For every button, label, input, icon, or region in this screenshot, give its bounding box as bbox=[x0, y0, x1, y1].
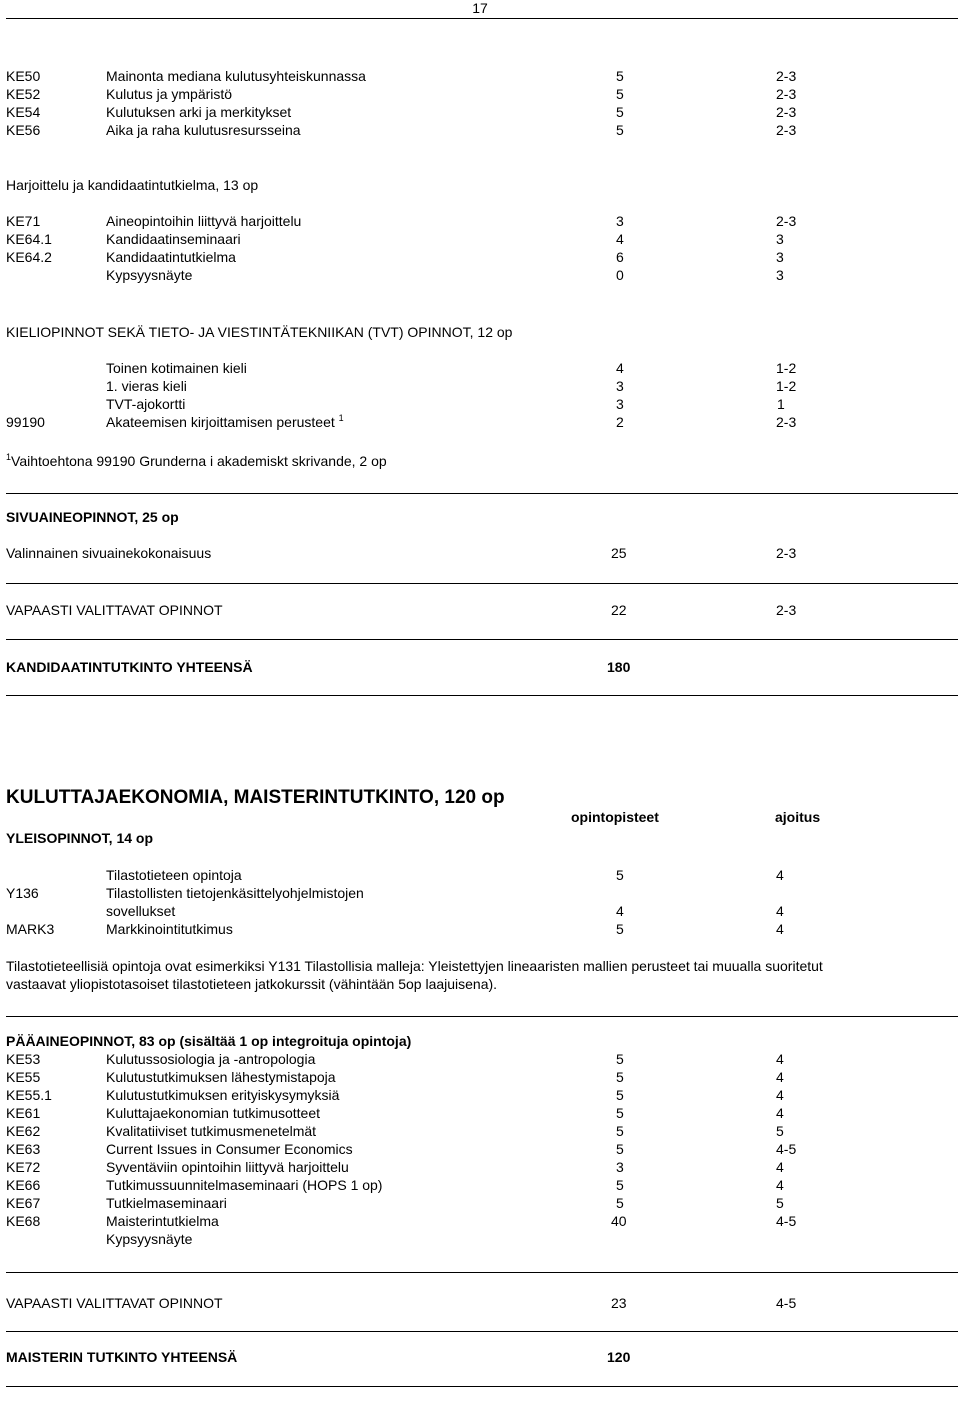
course-credits: 5 bbox=[616, 1087, 624, 1103]
course-credits: 5 bbox=[616, 86, 624, 102]
course-credits: 5 bbox=[616, 1069, 624, 1085]
course-credits: 5 bbox=[616, 1051, 624, 1067]
course-credits: 40 bbox=[611, 1213, 627, 1229]
footnote-mark: 1 bbox=[6, 452, 12, 462]
course-timing: 2-3 bbox=[776, 213, 797, 229]
course-timing: 2-3 bbox=[776, 104, 797, 120]
course-row bbox=[0, 1122, 960, 1140]
course-credits: 5 bbox=[616, 867, 624, 883]
course-code: Y136 bbox=[6, 885, 39, 901]
course-row bbox=[0, 1194, 960, 1212]
course-credits: 4 bbox=[616, 360, 624, 376]
course-name: Toinen kotimainen kieli bbox=[106, 360, 247, 376]
header-rule bbox=[6, 18, 958, 19]
course-timing: 4 bbox=[776, 1069, 784, 1085]
course-row bbox=[0, 1158, 960, 1176]
course-credits: 3 bbox=[616, 396, 624, 412]
footnote bbox=[6, 452, 387, 470]
course-name: Kandidaatinseminaari bbox=[106, 231, 241, 247]
course-code: KE53 bbox=[6, 1051, 41, 1067]
course-row bbox=[0, 1140, 960, 1158]
course-name: Maisterintutkielma bbox=[106, 1213, 219, 1229]
free-studies-row bbox=[0, 1294, 960, 1312]
course-row bbox=[0, 902, 960, 920]
footnote-mark: 1 bbox=[338, 413, 344, 423]
course-timing: 3 bbox=[776, 249, 784, 265]
course-credits: 5 bbox=[616, 104, 624, 120]
course-credits: 5 bbox=[616, 1141, 624, 1157]
course-name: 1. vieras kieli bbox=[106, 378, 187, 394]
course-name: TVT-ajokortti bbox=[106, 396, 186, 412]
course-code: KE66 bbox=[6, 1177, 41, 1193]
section-divider bbox=[6, 583, 958, 584]
course-timing: 4 bbox=[776, 1105, 784, 1121]
course-row bbox=[0, 1104, 960, 1122]
course-timing: 4-5 bbox=[776, 1213, 797, 1229]
course-timing: 2-3 bbox=[776, 122, 797, 138]
course-code: KE56 bbox=[6, 122, 41, 138]
course-credits: 5 bbox=[616, 1195, 624, 1211]
course-credits: 2 bbox=[616, 414, 624, 430]
course-row bbox=[0, 103, 960, 121]
course-row bbox=[0, 212, 960, 230]
course-timing: 4 bbox=[776, 921, 784, 937]
section-divider bbox=[6, 1386, 958, 1387]
course-timing: 4 bbox=[776, 1051, 784, 1067]
course-timing: 2-3 bbox=[776, 414, 797, 430]
course-timing: 4-5 bbox=[776, 1141, 797, 1157]
course-code: KE61 bbox=[6, 1105, 41, 1121]
course-credits: 4 bbox=[616, 231, 624, 247]
course-name: Current Issues in Consumer Economics bbox=[106, 1141, 353, 1157]
section-divider bbox=[6, 1272, 958, 1273]
course-timing: 5 bbox=[776, 1123, 784, 1139]
course-timing: 4 bbox=[776, 903, 784, 919]
footnote-text: Vaihtoehtona 99190 Grunderna i akademiskt skrivande, 2 op bbox=[11, 453, 387, 469]
course-name: Kulutustutkimuksen lähestymistapoja bbox=[106, 1069, 336, 1085]
major-studies-heading: PÄÄAINEOPINNOT, 83 op (sisältää 1 op integroituja opintoja) bbox=[6, 1033, 412, 1049]
course-name: Mainonta mediana kulutusyhteiskunnassa bbox=[106, 68, 366, 84]
course-code: KE54 bbox=[6, 104, 41, 120]
course-name: Kandidaatintutkielma bbox=[106, 249, 236, 265]
minor-heading: SIVUAINEOPINNOT, 25 op bbox=[6, 509, 179, 525]
course-row bbox=[0, 1230, 960, 1248]
free-studies-timing: 4-5 bbox=[776, 1295, 797, 1311]
course-name: Akateemisen kirjoittamisen perusteet bbox=[106, 414, 335, 430]
course-credits: 5 bbox=[616, 68, 624, 84]
course-credits: 5 bbox=[616, 1123, 624, 1139]
language-heading: KIELIOPINNOT SEKÄ TIETO- JA VIESTINTÄTEKNIIKAN (TVT) OPINNOT, 12 op bbox=[6, 324, 513, 340]
section-divider bbox=[6, 639, 958, 640]
free-studies-credits: 23 bbox=[611, 1295, 627, 1311]
course-row bbox=[0, 121, 960, 139]
course-name: Aineopintoihin liittyvä harjoittelu bbox=[106, 213, 302, 229]
course-name-with-footnote bbox=[106, 413, 344, 431]
course-row bbox=[0, 1212, 960, 1230]
course-row bbox=[0, 544, 960, 562]
course-code: KE64.1 bbox=[6, 231, 52, 247]
course-timing: 2-3 bbox=[776, 86, 797, 102]
course-credits: 3 bbox=[616, 378, 624, 394]
course-code: KE68 bbox=[6, 1213, 41, 1229]
course-name: sovellukset bbox=[106, 903, 176, 919]
course-row bbox=[0, 395, 960, 413]
course-name: Markkinointitutkimus bbox=[106, 921, 233, 937]
course-timing: 1-2 bbox=[776, 378, 797, 394]
course-credits: 6 bbox=[616, 249, 624, 265]
course-code: KE72 bbox=[6, 1159, 41, 1175]
course-code: MARK3 bbox=[6, 921, 55, 937]
course-name: Kvalitatiiviset tutkimusmenetelmät bbox=[106, 1123, 317, 1139]
course-name: Kulutustutkimuksen erityiskysymyksiä bbox=[106, 1087, 340, 1103]
master-title: KULUTTAJAEKONOMIA, MAISTERINTUTKINTO, 120 op bbox=[6, 787, 505, 808]
course-credits: 25 bbox=[611, 545, 627, 561]
course-credits: 5 bbox=[616, 122, 624, 138]
section-divider bbox=[6, 493, 958, 494]
column-header-credits: opintopisteet bbox=[571, 809, 659, 825]
course-timing: 4 bbox=[776, 1159, 784, 1175]
course-name: Tutkielmaseminaari bbox=[106, 1195, 227, 1211]
course-timing: 4 bbox=[776, 1087, 784, 1103]
course-row bbox=[0, 230, 960, 248]
course-timing: 1-2 bbox=[776, 360, 797, 376]
course-row bbox=[0, 1068, 960, 1086]
practice-heading: Harjoittelu ja kandidaatintutkielma, 13 op bbox=[6, 177, 259, 193]
bachelor-total-label: KANDIDAATINTUTKINTO YHTEENSÄ bbox=[6, 659, 253, 675]
free-studies-timing: 2-3 bbox=[776, 602, 797, 618]
course-row bbox=[0, 266, 960, 284]
section-divider bbox=[6, 1016, 958, 1017]
course-code: KE62 bbox=[6, 1123, 41, 1139]
course-row bbox=[0, 413, 960, 431]
bachelor-total-row bbox=[0, 658, 960, 676]
master-total-credits: 120 bbox=[607, 1349, 631, 1365]
course-credits: 3 bbox=[616, 213, 624, 229]
course-name: Tilastotieteen opintoja bbox=[106, 867, 242, 883]
course-timing: 4 bbox=[776, 1177, 784, 1193]
master-total-label: MAISTERIN TUTKINTO YHTEENSÄ bbox=[6, 1349, 238, 1365]
course-credits: 5 bbox=[616, 921, 624, 937]
course-timing: 2-3 bbox=[776, 68, 797, 84]
bachelor-total-credits: 180 bbox=[607, 659, 631, 675]
free-studies-credits: 22 bbox=[611, 602, 627, 618]
column-header-timing: ajoitus bbox=[775, 809, 821, 825]
course-timing: 4 bbox=[776, 867, 784, 883]
general-studies-heading: YLEISOPINNOT, 14 op bbox=[6, 830, 154, 846]
course-code: KE63 bbox=[6, 1141, 41, 1157]
course-credits: 3 bbox=[616, 1159, 624, 1175]
section-divider bbox=[6, 695, 958, 696]
course-row bbox=[0, 67, 960, 85]
course-name: Syventäviin opintoihin liittyvä harjoittelu bbox=[106, 1159, 349, 1175]
course-name: Kuluttajaekonomian tutkimusotteet bbox=[106, 1105, 321, 1121]
course-name: Kulutuksen arki ja merkitykset bbox=[106, 104, 292, 120]
course-name: Valinnainen sivuainekokonaisuus bbox=[6, 545, 212, 561]
free-studies-label: VAPAASTI VALITTAVAT OPINNOT bbox=[6, 1295, 223, 1311]
course-credits: 4 bbox=[616, 903, 624, 919]
course-row bbox=[0, 85, 960, 103]
course-row bbox=[0, 866, 960, 884]
master-total-row bbox=[0, 1348, 960, 1366]
course-name: Kypsyysnäyte bbox=[106, 1231, 193, 1247]
statistics-note-line: vastaavat yliopistotasoiset tilastotieteen jatkokurssit (vähintään 5op laajuisena). bbox=[6, 976, 498, 992]
page-number: 17 bbox=[472, 0, 488, 16]
course-name: Kulutus ja ympäristö bbox=[106, 86, 233, 102]
course-name: Kulutussosiologia ja -antropologia bbox=[106, 1051, 316, 1067]
course-timing: 1 bbox=[777, 396, 785, 412]
course-credits: 0 bbox=[616, 267, 624, 283]
course-row bbox=[0, 359, 960, 377]
course-code: KE64.2 bbox=[6, 249, 52, 265]
course-row bbox=[0, 1086, 960, 1104]
free-studies-label: VAPAASTI VALITTAVAT OPINNOT bbox=[6, 602, 223, 618]
course-row bbox=[0, 920, 960, 938]
course-code: KE50 bbox=[6, 68, 41, 84]
course-row bbox=[0, 1050, 960, 1068]
course-name: Kypsyysnäyte bbox=[106, 267, 193, 283]
course-code: KE67 bbox=[6, 1195, 41, 1211]
course-timing: 3 bbox=[776, 267, 784, 283]
course-name: Tilastollisten tietojenkäsittelyohjelmistojen bbox=[106, 885, 364, 901]
course-row bbox=[0, 884, 960, 902]
course-name: Aika ja raha kulutusresursseina bbox=[106, 122, 301, 138]
course-row bbox=[0, 1176, 960, 1194]
course-code: KE71 bbox=[6, 213, 41, 229]
course-code: KE55 bbox=[6, 1069, 41, 1085]
course-timing: 3 bbox=[776, 231, 784, 247]
course-credits: 5 bbox=[616, 1177, 624, 1193]
free-studies-row bbox=[0, 601, 960, 619]
course-row bbox=[0, 248, 960, 266]
statistics-note-line: Tilastotieteellisiä opintoja ovat esimerkiksi Y131 Tilastollisia malleja: Yleistettyjen lineaaristen mallien perusteet tai muualla suoritetut bbox=[6, 958, 823, 974]
course-code: KE52 bbox=[6, 86, 41, 102]
course-credits: 5 bbox=[616, 1105, 624, 1121]
section-divider bbox=[6, 1331, 958, 1332]
course-code: 99190 bbox=[6, 414, 45, 430]
course-timing: 2-3 bbox=[776, 545, 797, 561]
course-row bbox=[0, 377, 960, 395]
course-timing: 5 bbox=[776, 1195, 784, 1211]
course-code: KE55.1 bbox=[6, 1087, 52, 1103]
course-name: Tutkimussuunnitelmaseminaari (HOPS 1 op) bbox=[106, 1177, 383, 1193]
